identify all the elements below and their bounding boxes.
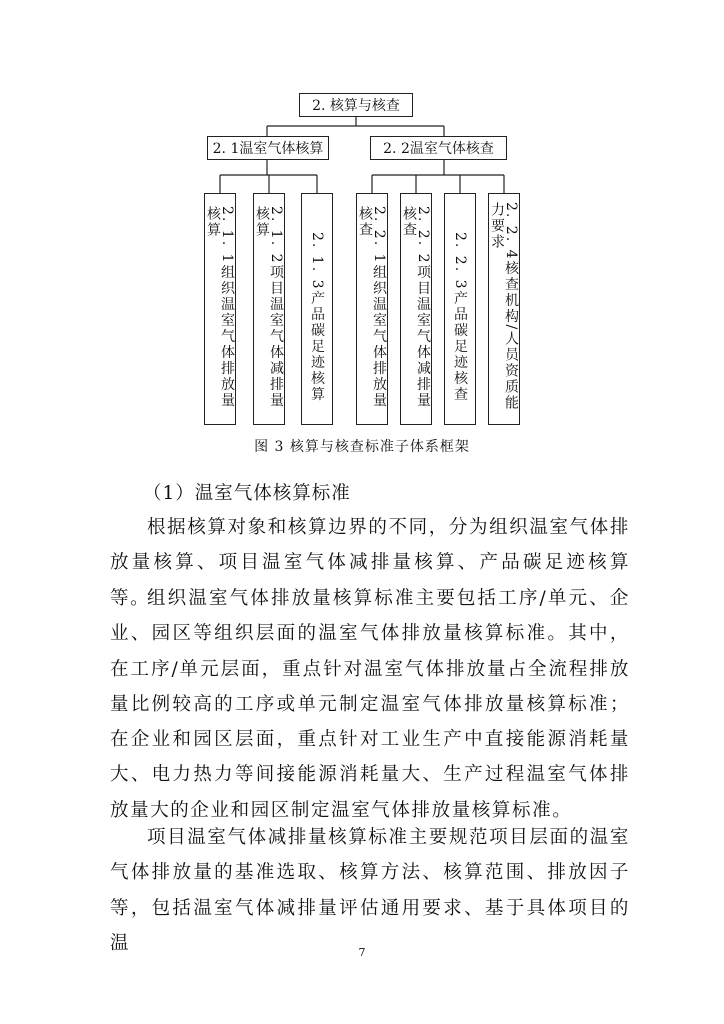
diagram-leaf-label: 2. 1. 2项目温室气体减排量核算 (254, 206, 284, 409)
diagram-leaf-node (488, 193, 520, 425)
diagram-leaf-node (356, 193, 388, 425)
diagram-leaf-label: 2. 2. 2项目温室气体减排量核查 (401, 206, 431, 409)
body-paragraph: 项目温室气体减排量核算标准主要规范项目层面的温室气体排放量的基准选取、核算方法、核算范围、排放因子等，包括温室气体减排量评估通用要求、基于具体项目的温 (110, 827, 630, 954)
diagram-leaf-node (301, 193, 333, 425)
section-heading: （1）温室气体核算标准 (143, 483, 351, 504)
diagram-leaf-label: 2. 1. 3产品碳足迹核算 (309, 232, 325, 403)
diagram-leaf-node (204, 193, 236, 425)
diagram-leaf-label: 2. 2. 1组织温室气体排放量核查 (357, 206, 387, 409)
diagram-root-node (299, 93, 413, 117)
diagram-group-node-accounting (207, 136, 329, 160)
diagram-leaf-node (444, 193, 476, 425)
diagram-leaf-node (253, 193, 285, 425)
body-paragraph: 组织温室气体排放量核算标准主要包括工序/单元、企业、园区等组织层面的温室气体排放量核算标准。其中，在工序/单元层面，重点针对温室气体排放量占全流程排放量比例较高的工序或单元制定温室气体排放量核算标准；在企业和园区层面，重点针对工业生产中直接能源消耗量大、电力热力等间接能源消耗量大、生产过程温室气体排放量大的企业和园区制定温室气体排放量核算标准。 (110, 588, 630, 821)
figure-caption: 图 3 核算与核查标准子体系框架 (254, 439, 470, 455)
diagram-group-label: 2. 1温室气体核算 (212, 141, 324, 157)
body-paragraph: 根据核算对象和核算边界的不同，分为组织温室气体排放量核算、项目温室气体减排量核算、产品碳足迹核算等。 (110, 517, 630, 609)
diagram-leaf-label: 2. 2. 4核查机构/人员资质能力要求 (489, 202, 519, 412)
diagram-leaf-label: 2. 2. 3产品碳足迹核查 (452, 232, 468, 403)
diagram-leaf-node (400, 193, 432, 425)
diagram-group-node-verification (370, 136, 507, 160)
diagram-group-label: 2. 2温室气体核查 (383, 141, 494, 157)
diagram-root-label: 2. 核算与核查 (312, 98, 400, 114)
page-number: 7 (358, 946, 366, 959)
diagram-leaf-label: 2. 1. 1组织温室气体排放量核算 (205, 206, 235, 409)
